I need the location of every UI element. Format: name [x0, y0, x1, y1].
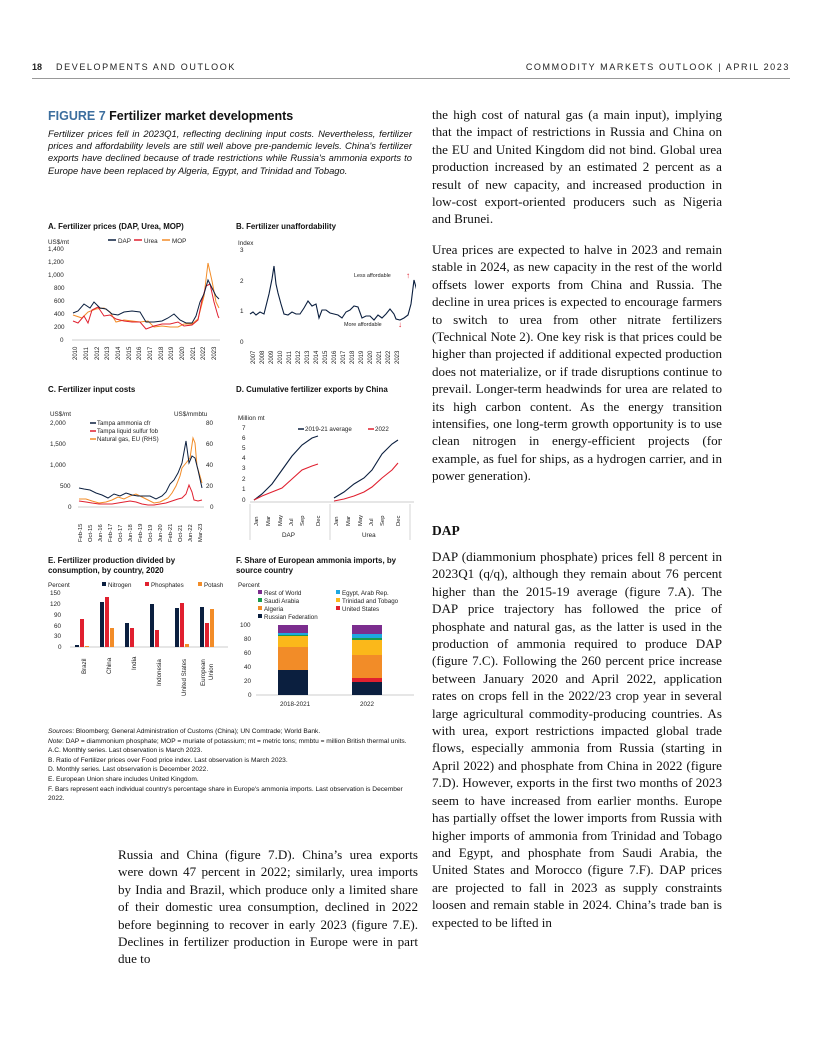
svg-text:40: 40	[244, 664, 252, 671]
svg-text:Mar: Mar	[266, 515, 272, 526]
svg-text:1,000: 1,000	[48, 272, 64, 279]
svg-text:2015: 2015	[323, 350, 329, 364]
running-header-left	[32, 62, 236, 72]
svg-text:Oct-21: Oct-21	[178, 524, 184, 542]
legend-egypt: Egypt, Arab Rep.	[342, 590, 389, 597]
svg-text:2011: 2011	[287, 351, 293, 364]
svg-text:2011: 2011	[84, 347, 90, 360]
svg-text:Mar-23: Mar-23	[198, 523, 204, 542]
svg-text:2023: 2023	[212, 346, 218, 360]
sources-text: Bloomberg; General Administration of Customs (China); UN Comtrade; World Bank.	[75, 728, 321, 735]
legend-algeria: Algeria	[264, 606, 284, 613]
svg-text:Indonesia: Indonesia	[156, 659, 163, 686]
svg-text:800: 800	[54, 285, 65, 292]
svg-text:2022: 2022	[201, 346, 207, 360]
svg-text:2: 2	[242, 476, 246, 483]
figure-subtitle: Fertilizer prices fell in 2023Q1, reflecting declining input costs. Nevertheless, fertilizer prices and affordability levels are still well above pre-pandemic levels. China's fertilizer exports have declined because of trade restrictions while Russia's ammonia exports to Europe have been replaced by Algeria, Egypt, and Trinidad and Tobago.	[48, 128, 412, 176]
svg-text:Feb-19: Feb-19	[138, 523, 144, 542]
panel-d-title: D. Cumulative fertilizer exports by China	[236, 385, 388, 394]
panel-e-title: E. Fertilizer production divided by consumption, by country, 2020	[48, 556, 176, 575]
legend-sulfur: Tampa liquid sulfur fob	[97, 428, 158, 435]
svg-text:Jul: Jul	[289, 518, 295, 526]
svg-text:Jun-18: Jun-18	[128, 524, 134, 542]
svg-text:Jun-20: Jun-20	[158, 524, 164, 542]
svg-text:3: 3	[240, 247, 244, 254]
svg-text:60: 60	[206, 441, 214, 448]
svg-text:2022: 2022	[360, 701, 375, 708]
svg-text:United States: United States	[181, 658, 188, 696]
footnote-d: D. Monthly series. Last observation is December 2022.	[48, 766, 209, 774]
svg-text:2008: 2008	[260, 350, 266, 364]
svg-text:Feb-15: Feb-15	[78, 523, 84, 542]
svg-text:600: 600	[54, 298, 65, 305]
svg-text:Jun-16: Jun-16	[98, 524, 104, 542]
svg-text:2010: 2010	[278, 350, 284, 364]
svg-text:Dec: Dec	[316, 515, 322, 526]
svg-text:Union: Union	[208, 663, 215, 680]
down-arrow-icon: ↓	[398, 320, 402, 329]
svg-text:120: 120	[50, 601, 61, 608]
legend-2022: 2022	[375, 426, 389, 433]
header-rule	[32, 78, 790, 79]
svg-text:China: China	[106, 657, 113, 674]
legend-mop: MOP	[172, 238, 187, 245]
note-line: Note: DAP = diammonium phosphate; MOP = muriate of potassium; mt = metric tons; mmbtu = million British thermal units.	[48, 737, 407, 745]
legend-russia: Russian Federation	[264, 614, 318, 621]
svg-text:2020: 2020	[368, 350, 374, 364]
svg-text:2020: 2020	[180, 346, 186, 360]
svg-text:500: 500	[60, 483, 71, 490]
svg-text:60: 60	[54, 623, 62, 630]
footnote-e: E. European Union share includes United Kingdom.	[48, 775, 199, 783]
more-affordable-label: More affordable	[344, 322, 382, 328]
note-text: DAP = diammonium phosphate; MOP = muriate of potassium; mt = metric tons; mmbtu = million British thermal units.	[65, 737, 407, 745]
svg-text:2017: 2017	[341, 350, 347, 364]
svg-text:2007: 2007	[251, 350, 257, 364]
group-urea-label: Urea	[362, 532, 376, 539]
footnote-b: B. Ratio of Fertilizer prices over Food price index. Last observation is March 2023.	[48, 756, 288, 764]
legend-natgas: Natural gas, EU (RHS)	[97, 436, 159, 443]
svg-text:2012: 2012	[296, 350, 302, 364]
svg-text:0: 0	[240, 339, 244, 346]
body-paragraph-right-2: Urea prices are expected to halve in 2023 and remain stable in 2024, as new capacity in the rest of the world offsets lower exports from China and Russia. The decline in urea prices is expected to encourage farmers to switch to urea from other nitrate fertilizers (Technical Note 2). One key risk is that prices could be higher than projected if additional expected production does not materialize, or if trade disruptions continue to prevail. Longer-term headwinds for urea are related to its high carbon content. As the energy transition intensifies, one long-term growth opportunity is to use clean nitrogen in energy-efficient projects (for example, as fuel for ships, as a hydrogen carrier, and in power generation).	[432, 242, 722, 484]
svg-text:80: 80	[244, 636, 252, 643]
svg-text:2016: 2016	[332, 350, 338, 364]
svg-text:200: 200	[54, 324, 65, 331]
svg-text:3: 3	[242, 465, 246, 472]
svg-text:2015: 2015	[127, 346, 133, 360]
svg-text:Feb-21: Feb-21	[168, 523, 174, 542]
svg-text:0: 0	[242, 497, 246, 504]
legend-potash: Potash	[204, 582, 224, 589]
svg-text:2,000: 2,000	[50, 420, 66, 427]
panel-b-unit: Index	[238, 240, 254, 247]
body-paragraph-right-3: DAP (diammonium phosphate) prices fell 8 percent in 2023Q1 (q/q), although they remain about 76 percent higher than the 2015-19 average (figure 7.A). The DAP price trajectory has followed the price of phosphate and natural gas, as the latter is used in the production of ammonia required to produce DAP (figure 7.C). Following the 260 percent price increase between January 2020 and April 2022, application rates on crops fell in the 2022/23 crop year in several large agricultural commodity-producing countries. As with urea, export restrictions impacted global trade flows, especially ammonia from Russia (starting in April 2022) and phosphate from China in 2022 (figure 7.D). However, exports in the first two months of 2023 seem to have increased from earlier months. Europe has partially offset the lower imports from Russia with higher imports of ammonia from Trinidad and Tobago and Egypt, and phosphate from Saudi Arabia, the United States and Morocco (figure 7.F). DAP prices are projected to fall in 2023 as supply constraints loosen and remain stable in 2024. China’s trade ban is expected to be lifted in	[432, 549, 722, 930]
group-dap-label: DAP	[282, 532, 295, 539]
svg-text:Jul: Jul	[369, 518, 375, 526]
svg-text:1: 1	[242, 486, 246, 493]
svg-text:0: 0	[68, 504, 72, 511]
figure-title	[48, 109, 293, 123]
svg-text:150: 150	[50, 590, 61, 597]
up-arrow-icon: ↑	[406, 271, 410, 280]
legend-saudi: Saudi Arabia	[264, 598, 300, 605]
svg-text:20: 20	[244, 678, 252, 685]
svg-text:30: 30	[54, 633, 62, 640]
svg-text:1,000: 1,000	[50, 462, 66, 469]
svg-text:May: May	[278, 514, 284, 526]
svg-text:Jun-22: Jun-22	[188, 524, 194, 542]
svg-text:2013: 2013	[305, 350, 311, 364]
svg-text:2019: 2019	[359, 350, 365, 364]
panel-c-chart	[44, 408, 228, 548]
svg-text:1: 1	[240, 308, 244, 315]
panel-a-chart	[44, 236, 224, 366]
legend-urea: Urea	[144, 238, 158, 245]
svg-text:2018-2021: 2018-2021	[280, 701, 311, 708]
svg-text:4: 4	[242, 455, 246, 462]
page-number: 18	[32, 62, 43, 72]
panel-e-unit: Percent	[48, 582, 70, 589]
svg-text:2016: 2016	[137, 346, 143, 360]
legend-phosphates: Phosphates	[151, 582, 184, 589]
section-name: DEVELOPMENTS AND OUTLOOK	[56, 62, 236, 72]
svg-text:2022: 2022	[386, 350, 392, 364]
svg-text:European: European	[200, 659, 207, 686]
svg-text:2018: 2018	[350, 350, 356, 364]
legend-avg: 2019-21 average	[305, 426, 352, 433]
svg-text:Mar: Mar	[346, 515, 352, 526]
svg-text:2021: 2021	[191, 346, 197, 360]
svg-text:2012: 2012	[95, 346, 101, 360]
svg-text:1,200: 1,200	[48, 259, 64, 266]
panel-f-unit: Percent	[238, 582, 260, 589]
svg-text:40: 40	[206, 462, 214, 469]
svg-text:0: 0	[60, 337, 64, 344]
panel-a-unit: US$/mt	[48, 239, 69, 246]
svg-text:May: May	[358, 514, 364, 526]
legend-row: Rest of World	[264, 590, 302, 597]
svg-text:0: 0	[210, 504, 214, 511]
panel-e-chart	[44, 580, 230, 720]
panel-a-title: A. Fertilizer prices (DAP, Urea, MOP)	[48, 222, 184, 231]
svg-text:2014: 2014	[116, 346, 122, 360]
figure-title-text: Fertilizer market developments	[109, 109, 294, 123]
svg-text:Feb-17: Feb-17	[108, 523, 114, 542]
svg-text:Jan: Jan	[334, 516, 340, 526]
panel-d-chart	[236, 408, 416, 548]
section-heading-dap: DAP	[432, 523, 460, 538]
svg-text:Brazil: Brazil	[81, 658, 88, 674]
svg-text:1,500: 1,500	[50, 441, 66, 448]
legend-us: United States	[342, 606, 380, 613]
svg-text:2019: 2019	[169, 346, 175, 360]
svg-text:1,400: 1,400	[48, 246, 64, 253]
svg-text:100: 100	[240, 622, 251, 629]
svg-text:80: 80	[206, 420, 214, 427]
svg-text:6: 6	[242, 435, 246, 442]
legend-trinidad: Trinidad and Tobago	[342, 598, 399, 605]
svg-text:Sep: Sep	[300, 515, 306, 526]
panel-c-unit-right: US$/mmbtu	[174, 411, 208, 418]
svg-text:2009: 2009	[269, 350, 275, 364]
svg-text:400: 400	[54, 311, 65, 318]
svg-text:5: 5	[242, 445, 246, 452]
svg-text:2023: 2023	[395, 350, 401, 364]
svg-text:2018: 2018	[159, 346, 165, 360]
panel-b-title: B. Fertilizer unaffordability	[236, 222, 336, 231]
svg-text:Dec: Dec	[396, 515, 402, 526]
svg-text:2017: 2017	[148, 346, 154, 360]
svg-text:0: 0	[58, 644, 62, 651]
body-paragraph-right-1: the high cost of natural gas (a main input), implying that the impact of restrictions in Russia and China on the EU and United Kingdom did not bind. Global urea production increased by an estimated 2 percent as a result of new capacity, and increased production in low-cost export-oriented producers such as Nigeria and Brunei.	[432, 107, 722, 227]
svg-text:2014: 2014	[314, 350, 320, 364]
svg-text:Oct-17: Oct-17	[118, 524, 124, 542]
figure-label: FIGURE 7	[48, 109, 106, 123]
footnote-f: F. Bars represent each individual country's percentage share in Europe's ammonia imports. Last observation is December 2022.	[48, 785, 403, 803]
svg-text:2013: 2013	[105, 346, 111, 360]
footnote-ac: A.C. Monthly series. Last observation is March 2023.	[48, 747, 203, 755]
panel-f-title: F. Share of European ammonia imports, by source country	[236, 556, 397, 575]
svg-text:2021: 2021	[377, 350, 383, 364]
svg-text:Oct-15: Oct-15	[88, 524, 94, 542]
svg-text:90: 90	[54, 612, 62, 619]
less-affordable-label: Less affordable	[354, 273, 391, 279]
svg-text:2010: 2010	[73, 346, 79, 360]
svg-text:0: 0	[248, 692, 252, 699]
svg-text:Sep: Sep	[380, 515, 386, 526]
svg-text:7: 7	[242, 425, 246, 432]
svg-text:2: 2	[240, 278, 244, 285]
body-paragraph-left: Russia and China (figure 7.D). China’s urea exports were down 47 percent in 2022; similarly, urea imports by India and Brazil, which produce only a limited share of their domestic urea consumption, declined in 2022 before beginning to recover in early 2023 (figure 7.E). Declines in fertilizer production in Europe were in part due to	[118, 847, 418, 967]
svg-text:20: 20	[206, 483, 214, 490]
panel-d-unit: Million mt	[238, 415, 265, 422]
sources-line: Sources: Bloomberg; General Administration of Customs (China); UN Comtrade; World Bank.	[48, 728, 321, 735]
panel-c-title: C. Fertilizer input costs	[48, 385, 136, 394]
svg-text:Oct-19: Oct-19	[148, 524, 154, 542]
svg-text:India: India	[131, 656, 138, 670]
figure-notes	[48, 727, 418, 804]
svg-text:Jan: Jan	[254, 516, 260, 526]
legend-nitrogen: Nitrogen	[108, 582, 132, 589]
legend-dap: DAP	[118, 238, 131, 245]
publication-title: COMMODITY MARKETS OUTLOOK | APRIL 2023	[525, 62, 790, 72]
legend-ammonia: Tampa ammonia cfr	[97, 420, 151, 427]
svg-text:60: 60	[244, 650, 252, 657]
panel-c-unit-left: US$/mt	[50, 411, 71, 418]
panel-b-chart	[236, 236, 416, 366]
panel-f-chart	[236, 580, 420, 720]
